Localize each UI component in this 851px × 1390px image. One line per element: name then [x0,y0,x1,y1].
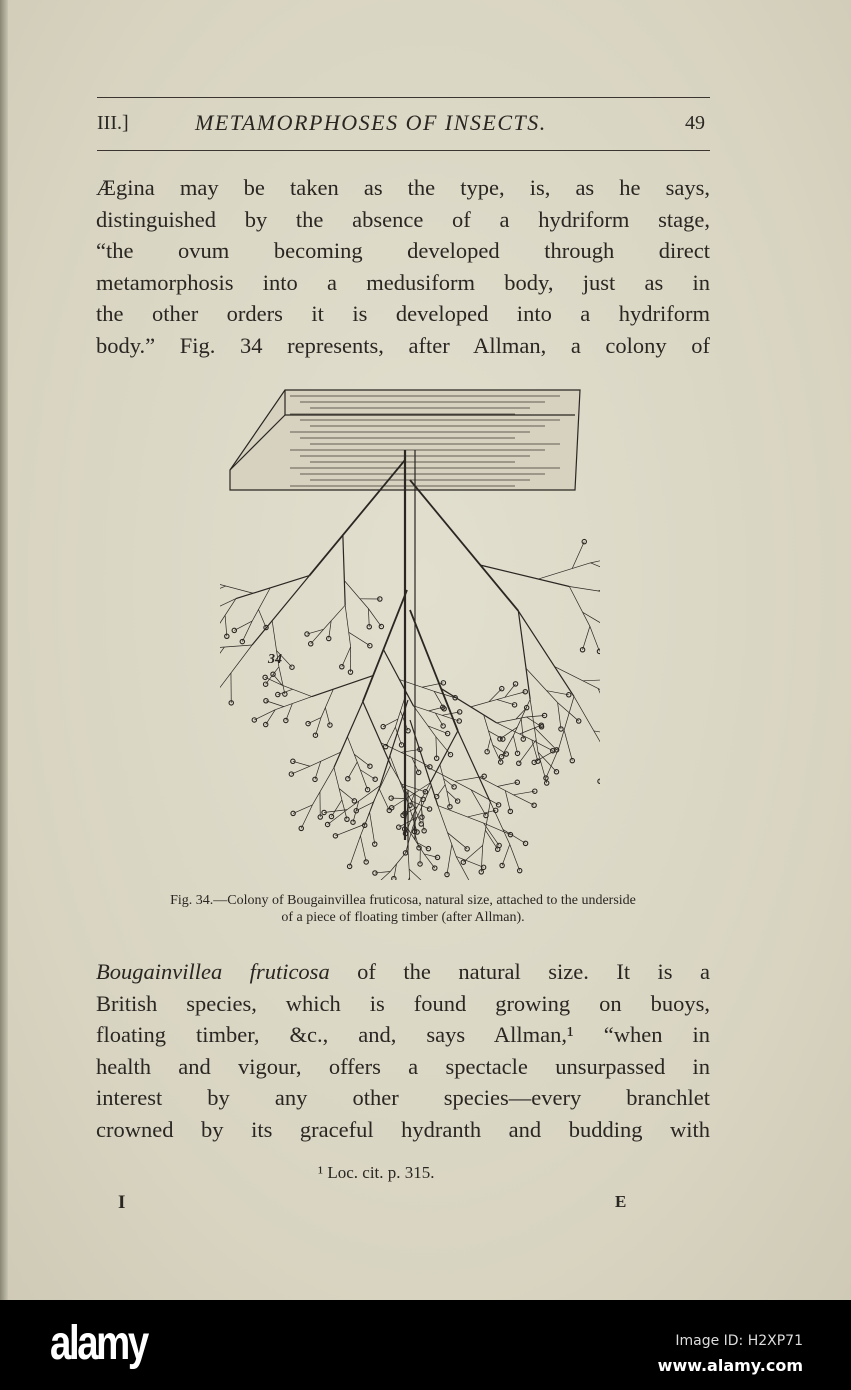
branch [343,535,345,605]
branch [456,856,484,867]
text-line: interest by any other species—every branchlet [96,1085,710,1110]
branch [401,749,420,752]
branch [344,581,368,609]
branch [485,830,497,849]
hydranth [263,675,267,679]
site-url: www.alamy.com [657,1356,803,1375]
hydranth [597,649,600,653]
species-name: Bougainvillea fruticosa [96,959,330,984]
hydranth [452,785,456,789]
branch [518,611,530,699]
branch [413,706,442,715]
branch [291,766,310,774]
branch [379,789,389,810]
hydranth [379,624,383,628]
signature-mark-right: E [615,1192,627,1211]
hydranth [329,814,333,818]
branch [225,615,227,636]
branch [220,599,236,630]
branch [301,805,312,828]
hydranth [232,628,236,632]
branch [502,736,514,757]
branch [583,612,600,625]
text-line: the other orders it is developed into a hydriform [96,301,710,326]
branch [234,621,252,630]
chapter-number: III.] [97,112,129,134]
branch [436,737,451,755]
branch [220,586,226,594]
branch [252,576,309,645]
branch [447,845,452,875]
branch [471,697,505,707]
page-number: 49 [685,112,705,134]
branch [569,586,600,594]
branch [505,791,510,812]
branch [242,621,252,641]
branch [220,645,252,688]
running-title: METAMORPHOSES OF INSECTS. [195,110,547,135]
figure-caption [96,892,710,926]
branch [468,810,496,817]
branch [315,761,321,779]
caption-line: of a piece of floating timber (after Allman). [281,910,525,925]
branch [591,556,600,563]
branch [349,632,370,645]
branch [591,563,600,573]
paragraph-2 [96,956,710,1145]
branch [275,697,312,710]
branch [520,725,542,734]
hydranth [598,779,600,783]
branch [413,706,436,737]
branch [438,806,484,823]
branch [408,850,410,880]
page-spine-edge [0,0,8,1300]
branch [564,730,572,760]
branch [497,782,517,786]
branch [583,680,600,681]
branch [324,605,346,629]
text-line: floating timber, &c., and, says Allman,¹ “when in [96,1022,710,1047]
branch [335,824,365,836]
branch [569,586,590,626]
branch [220,645,252,649]
branch [538,563,590,579]
branch [598,688,600,710]
branch [502,844,510,865]
branch [480,565,569,586]
branch [368,609,381,627]
branch [315,718,321,736]
branch [534,728,556,750]
caption-line: Fig. 34.—Colony of Bougainvillea fruticosa, natural size, attached to the underside [170,893,636,908]
branch [558,703,561,729]
text-span: of the natural size. It is a [329,959,710,984]
branch [409,869,424,880]
hydranth [252,718,256,722]
branch [518,611,574,696]
branch [266,701,284,707]
branch [598,581,600,591]
branch [342,647,351,667]
hydranth [427,807,431,811]
branch [532,740,553,751]
branch [370,812,375,844]
branch [220,582,253,593]
branch [360,836,366,862]
branch [383,650,413,706]
branch [497,700,515,705]
branch [572,542,584,569]
branch [513,791,534,795]
branch [558,703,579,721]
signature-mark-left: I [118,1192,126,1213]
hydranth [347,864,351,868]
branch [350,836,361,867]
branch [279,667,285,694]
branch [347,737,360,770]
text-line: British species, which is found growing on buoys, [96,990,710,1016]
text-line: distinguished by the absence of a hydriform stage, [96,206,710,232]
header-rule-bottom [97,150,710,151]
hydranth [517,761,521,765]
hydranth [455,799,459,803]
branch [363,702,391,765]
branch [293,805,312,813]
footnote: ¹ Loc. cit. p. 315. [318,1163,435,1182]
branch [345,605,350,647]
branch [348,762,357,779]
branch [436,737,437,758]
hydranth [264,699,268,703]
branch [258,609,266,627]
branch [312,768,334,805]
image-id: Image ID: H2XP71 [675,1333,803,1349]
branch [438,806,456,857]
branch [510,844,520,870]
branch [360,770,367,790]
branch [220,599,236,619]
branch [334,768,342,800]
text-line: metamorphosis into a medusiform body, just as in [96,269,710,295]
hydranth [352,799,356,803]
branch [590,626,600,651]
branch [266,667,279,684]
branch [402,878,409,880]
branch [490,802,509,845]
text-line: Ægina may be taken as the type, is, as he says, [96,175,710,200]
alamy-logo: alamy [50,1317,147,1370]
branch [380,700,408,786]
text-line: “the ovum becoming developed through direct [96,238,710,263]
text-line [96,956,710,988]
branch [220,647,224,671]
text-line: body.” Fig. 34 represents, after Allman, a colony of [96,332,710,358]
header-rule-top [97,97,710,98]
branch [410,480,518,611]
hydranth [289,772,293,776]
branch [559,696,574,748]
hydranth [264,722,268,726]
branch [236,576,309,599]
branch [505,692,525,698]
branch [530,699,538,752]
branch [413,786,431,827]
branch [390,850,408,871]
text-line: health and vigour, offers a spectacle unsurpassed in [96,1053,710,1079]
branch [526,668,558,702]
paragraph-1 [96,172,710,361]
branch [331,800,341,817]
branch [513,795,534,805]
branch [497,717,527,723]
branch [381,743,412,758]
text-line: crowned by its graceful hydranth and budding with [96,1116,710,1142]
figure-label: 34 [268,652,282,667]
branch [583,626,590,649]
branch [479,777,513,795]
branch [312,676,373,697]
hydranth [500,686,504,690]
hydranth [441,724,445,728]
colony-illustration [220,370,600,880]
